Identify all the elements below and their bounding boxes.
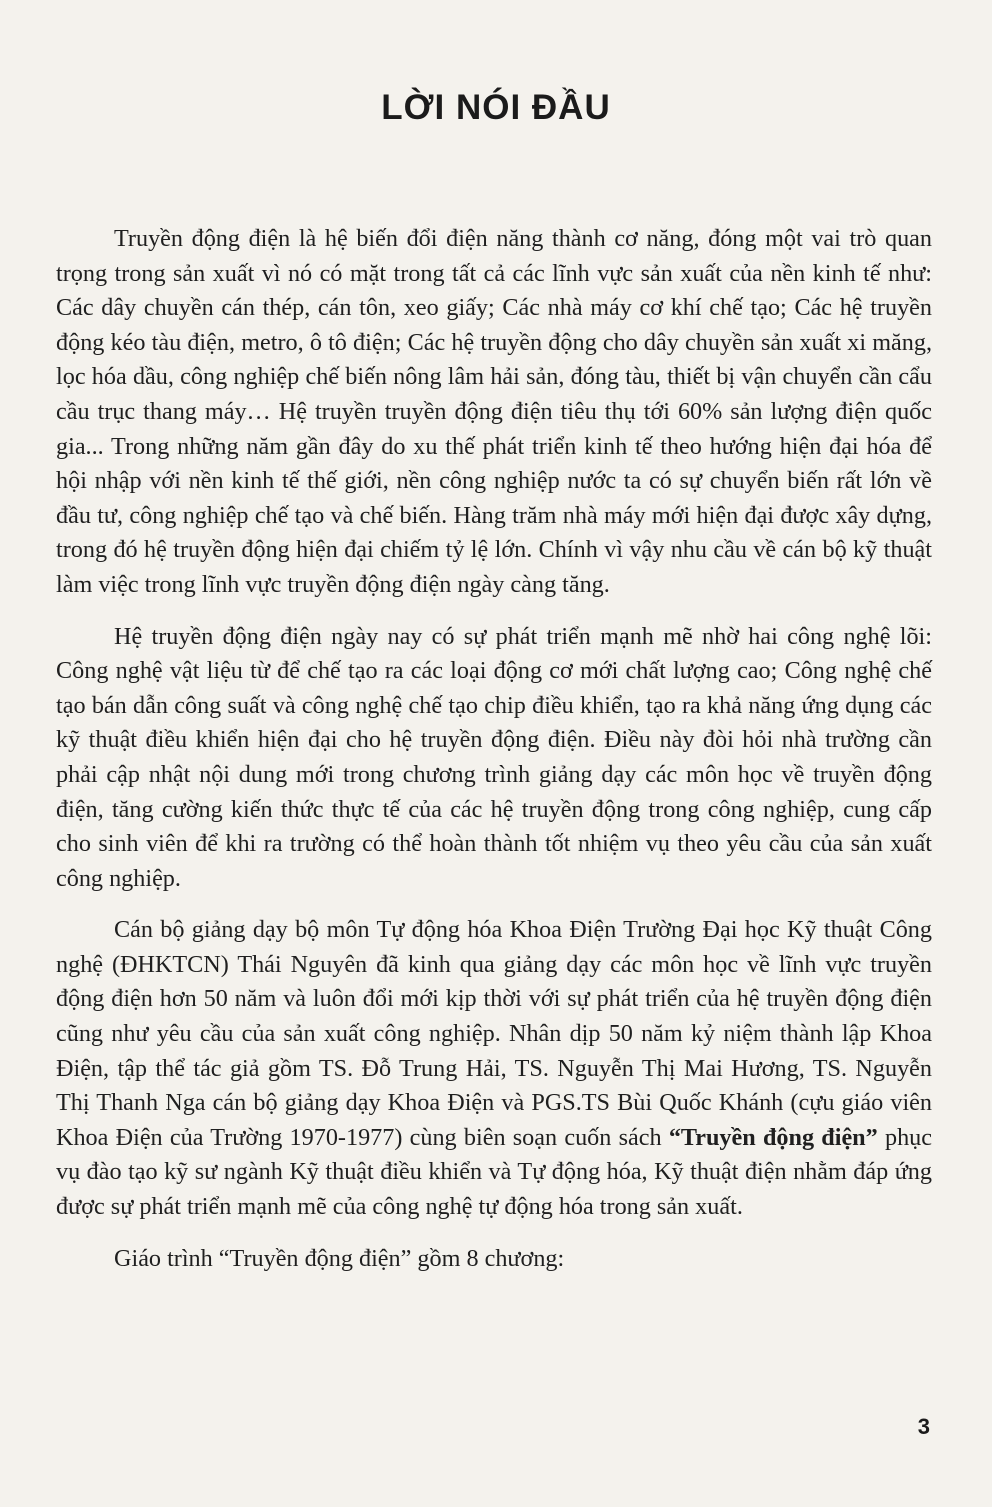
- paragraph-1: Truyền động điện là hệ biến đổi điện năng thành cơ năng, đóng một vai trò quan trọng trong sản xuất vì nó có mặt trong tất cả các lĩnh vực sản xuất của nền kinh tế như: Các dây chuyền cán thép, cán tôn, xeo giấy; Các nhà máy cơ khí chế tạo; Các hệ truyền động kéo tàu điện, metro, ô tô điện; Các hệ truyền động cho dây chuyền sản xuất xi măng, lọc hóa dầu, công nghiệp chế biến nông lâm hải sản, đóng tàu, thiết bị vận chuyển cần cẩu cầu trục thang máy… Hệ truyền truyền động điện tiêu thụ tới 60% sản lượng điện quốc gia... Trong những năm gần đây do xu thế phát triển kinh tế theo hướng hiện đại hóa để hội nhập với nền kinh tế thế giới, nền công nghiệp nước ta có sự chuyển biến rất lớn về đầu tư, công nghiệp chế tạo và chế biến. Hàng trăm nhà máy mới hiện đại được xây dựng, trong đó hệ truyền động hiện đại chiếm tỷ lệ lớn. Chính vì vậy nhu cầu về cán bộ kỹ thuật làm việc trong lĩnh vực truyền động điện ngày càng tăng.: [56, 225, 932, 598]
- paragraph-3-text-b: phục vụ đào tạo kỹ sư ngành Kỹ thuật điều khiển và Tự động hóa, Kỹ thuật điện nhằm đáp ứng được sự phát triển mạnh mẽ của công nghệ tự động hóa trong sản xuất.: [56, 1123, 932, 1221]
- page-number: 3: [917, 1414, 930, 1439]
- book-title-bold: “Truyền động điện”: [668, 1123, 878, 1151]
- paragraph-2: Hệ truyền động điện ngày nay có sự phát triển mạnh mẽ nhờ hai công nghệ lõi: Công nghệ vật liệu từ để chế tạo ra các loại động cơ mới chất lượng cao; Công nghệ chế tạo bán dẫn công suất và công nghệ chế tạo chip điều khiển, tạo ra khả năng ứng dụng các kỹ thuật điều khiển hiện đại cho hệ truyền động điện. Điều này đòi hỏi nhà trường cần phải cập nhật nội dung mới trong chương trình giảng dạy các môn học về truyền động điện, tăng cường kiến thức thực tế của các hệ truyền động trong công nghiệp, cung cấp cho sinh viên để khi ra trường có thể hoàn thành tốt nhiệm vụ theo yêu cầu của sản xuất công nghiệp.: [56, 622, 932, 892]
- page-title: LỜI NÓI ĐẦU: [381, 88, 611, 127]
- paragraph-3-text-a: Cán bộ giảng dạy bộ môn Tự động hóa Khoa Điện Trường Đại học Kỹ thuật Công nghệ (ĐHKTCN) Thái Nguyên đã kinh qua giảng dạy các môn học về lĩnh vực truyền động điện hơn 50 năm và luôn đổi mới kịp thời với sự phát triển của hệ truyền động điện cũng như yêu cầu của sản xuất công nghiệp. Nhân dịp 50 năm kỷ niệm thành lập Khoa Điện, tập thể tác giả gồm TS. Đỗ Trung Hải, TS. Nguyễn Thị Mai Hương, TS. Nguyễn Thị Thanh Nga cán bộ giảng dạy Khoa Điện và PGS.TS Bùi Quốc Khánh (cựu giáo viên Khoa Điện của Trường 1970-1977) cùng biên soạn cuốn sách: [56, 916, 932, 1151]
- paragraph-3: [56, 913, 932, 1224]
- preface-body: [56, 222, 932, 1293]
- paragraph-4: Giáo trình “Truyền động điện” gồm 8 chương:: [114, 1244, 565, 1272]
